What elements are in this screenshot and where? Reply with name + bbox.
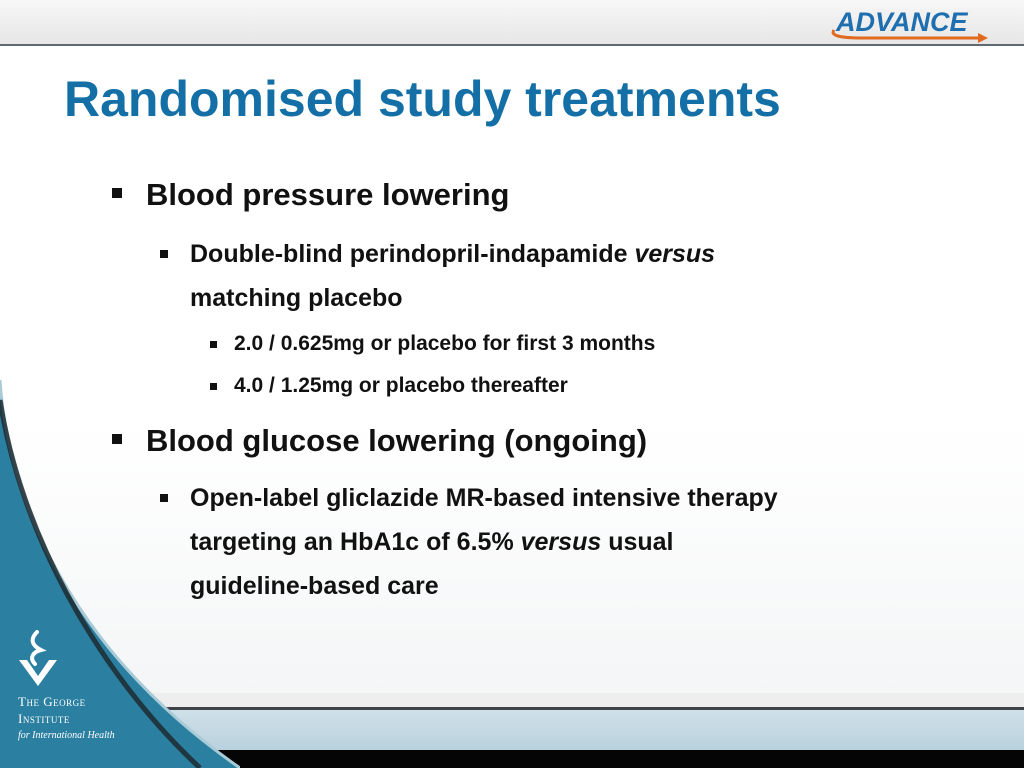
bullet-glucose-sub [190, 476, 950, 608]
institute-line-3: for International Health [18, 730, 115, 741]
institute-line-1: The George [18, 694, 86, 709]
bp-dose-item-2: 4.0 / 1.25mg or placebo thereafter [234, 374, 568, 397]
bullet-square [160, 250, 168, 258]
advance-logo-text: ADVANCE [836, 7, 968, 37]
slide-title: Randomised study treatments [64, 71, 781, 127]
logo-flame [32, 632, 41, 664]
bullet-bp-sub [190, 232, 950, 320]
bp-sub-line1: Double-blind perindopril-indapamide [190, 240, 635, 268]
glucose-sub-line3: guideline-based care [190, 572, 439, 600]
logo-chevron [19, 660, 57, 686]
george-institute-wordmark [18, 693, 115, 744]
glucose-sub-versus: versus [520, 528, 602, 556]
advance-logo-graphic [822, 0, 992, 44]
glucose-sub-line1: Open-label gliclazide MR-based intensive therapy [190, 484, 778, 512]
bullet-square [112, 188, 122, 198]
bullet-glucose-label: Blood glucose lowering (ongoing) [146, 423, 648, 458]
bp-dose-item-1: 2.0 / 0.625mg or placebo for first 3 months [234, 332, 656, 355]
bullet-square [210, 341, 217, 348]
advance-logo-arrowhead [978, 33, 988, 43]
header-divider [0, 44, 1024, 46]
bp-sub-line2: matching placebo [190, 284, 403, 312]
glucose-sub-line2: targeting an HbA1c of 6.5% [190, 528, 521, 556]
glucose-sub-line2-tail: usual [601, 528, 674, 556]
bullet-bp-label: Blood pressure lowering [146, 177, 510, 212]
george-institute-logo-icon [15, 630, 61, 688]
institute-line-2: Institute [18, 711, 70, 726]
bp-sub-versus: versus [634, 240, 716, 268]
advance-logo [822, 0, 992, 44]
